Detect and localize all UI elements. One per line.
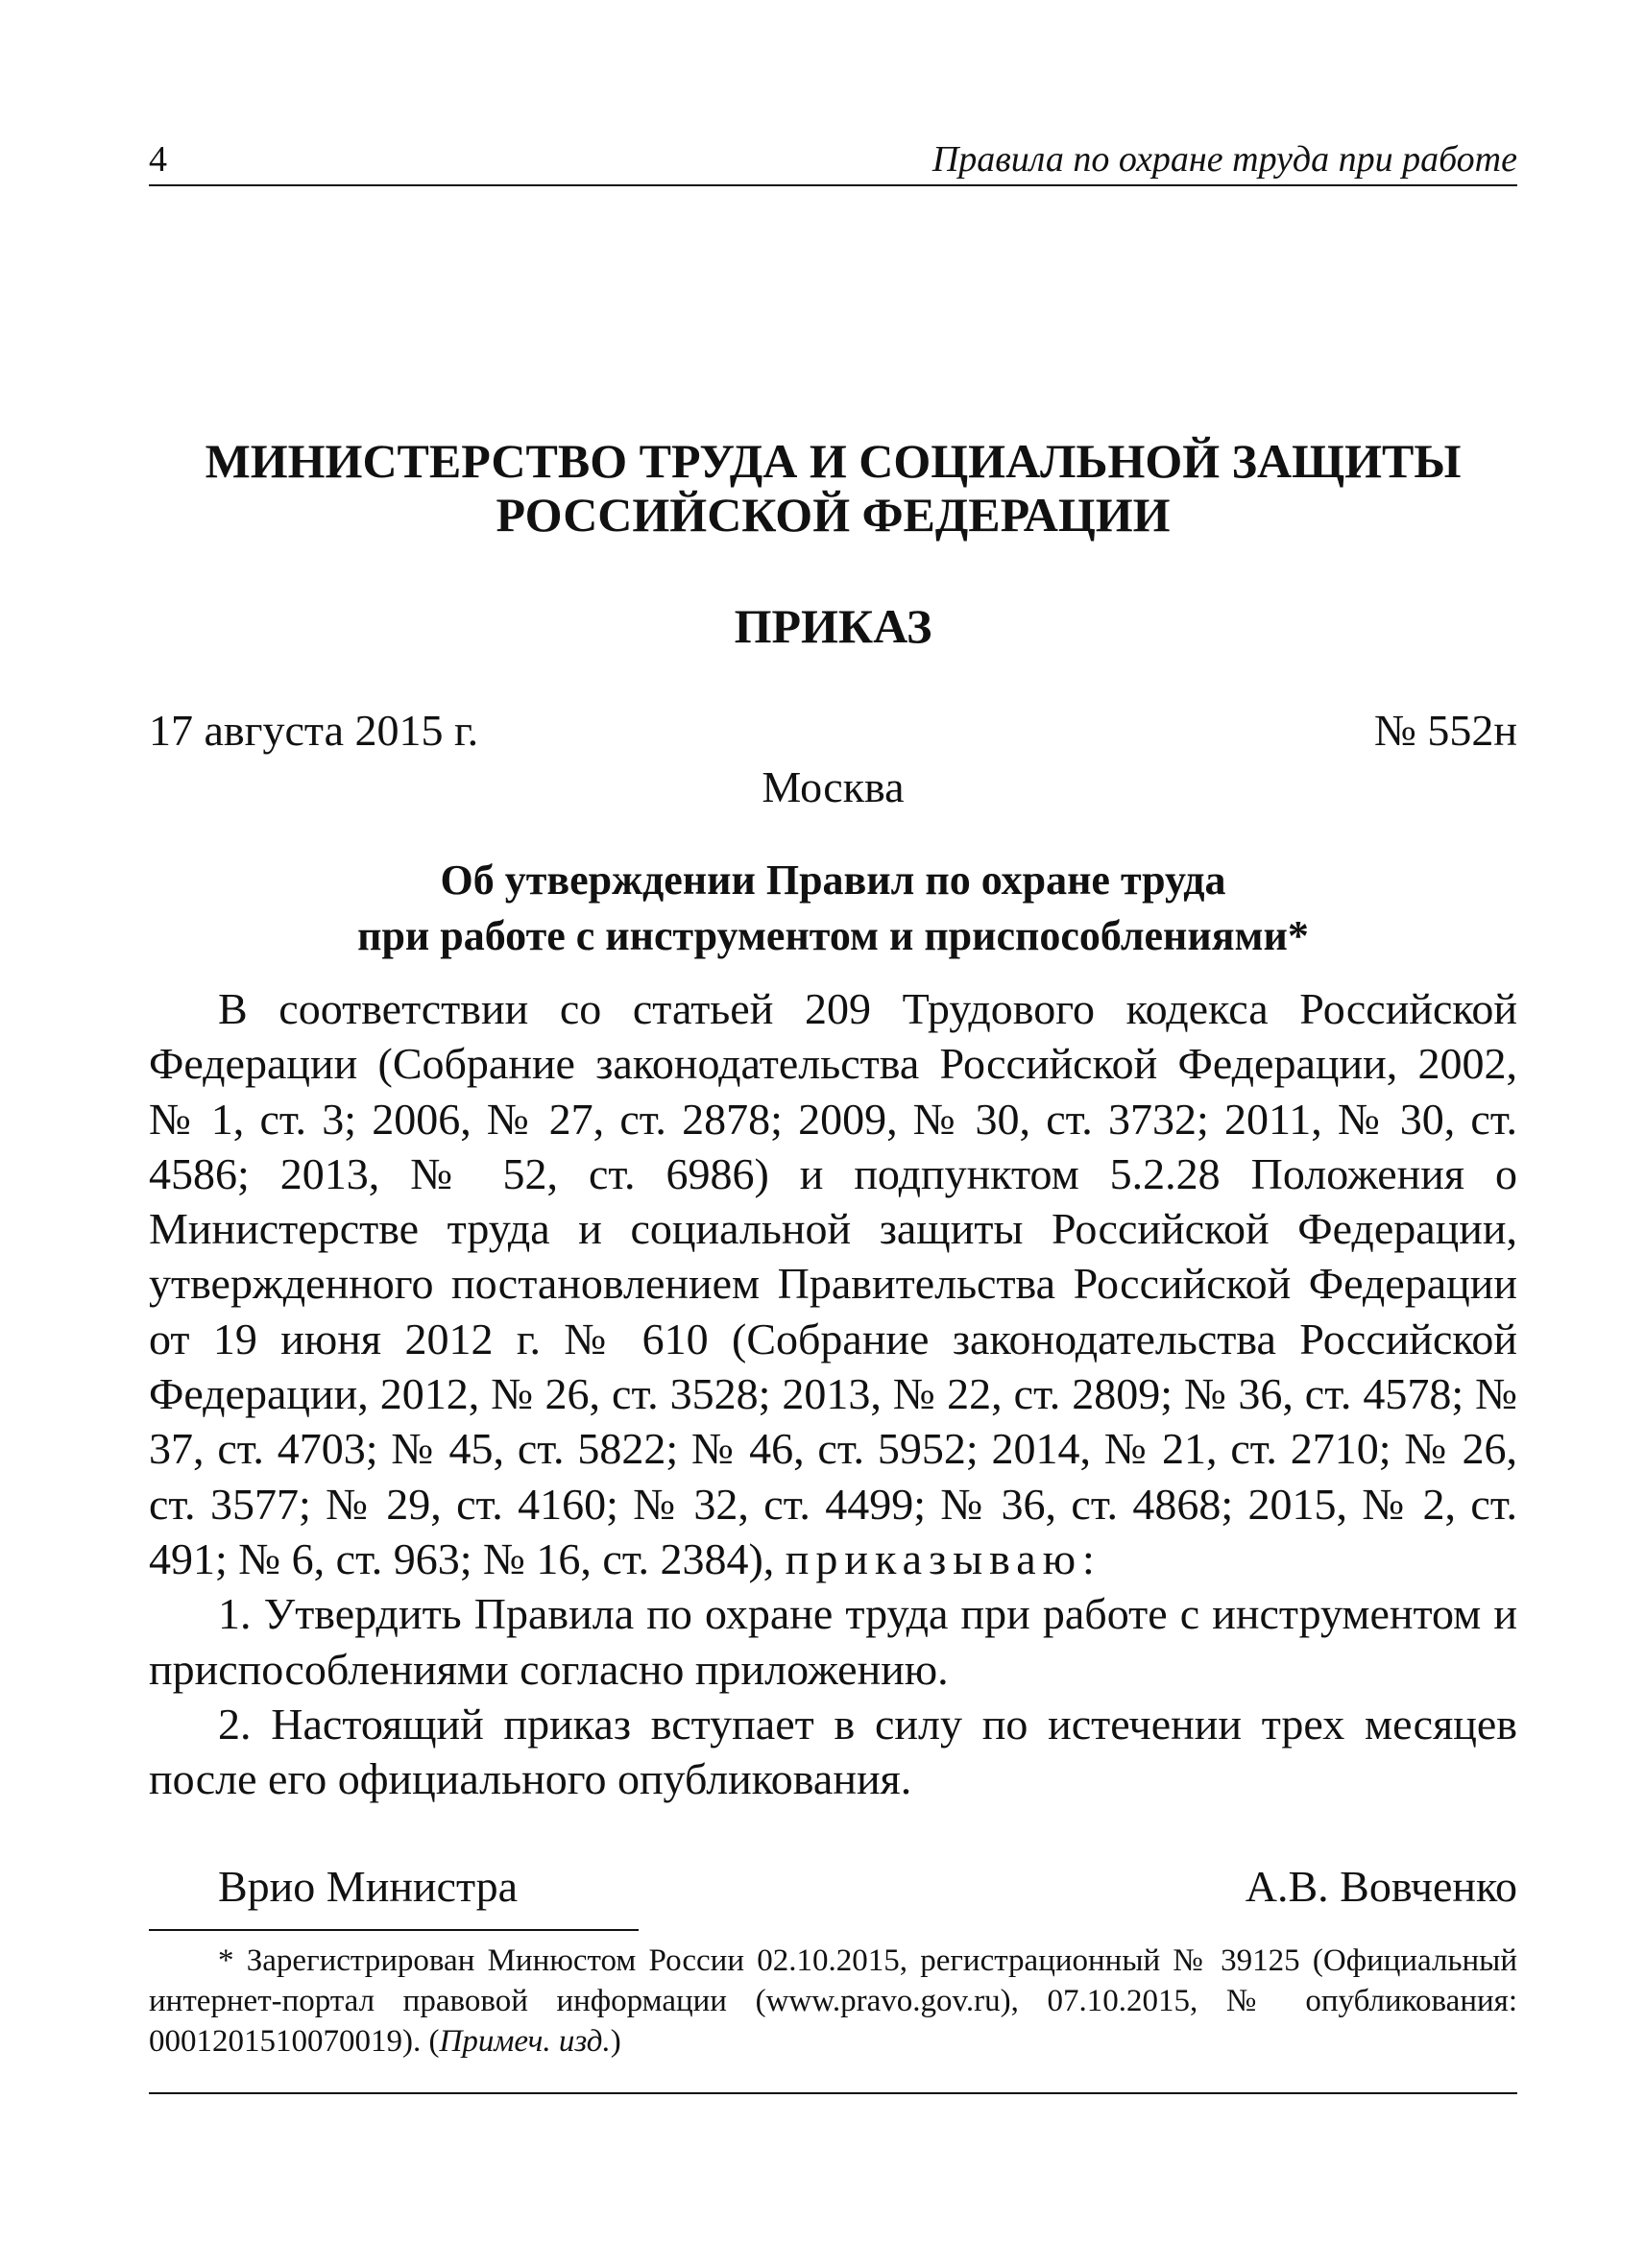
item-1: 1. Утвердить Правила по охране труда при работе с инструментом и приспособлениями согласно приложению. — [149, 1589, 1517, 1694]
item-2: 2. Настоящий приказ вступает в силу по истечении трех месяцев после его официального опубликования. — [149, 1699, 1517, 1804]
running-title: Правила по охране труда при работе — [931, 139, 1517, 180]
order-heading — [149, 853, 1517, 964]
footnote-note: Примеч. изд. — [439, 2024, 611, 2060]
order-city: Москва — [762, 762, 905, 811]
order-title: ПРИКАЗ — [734, 599, 932, 653]
page-content — [149, 125, 1517, 2094]
footnote — [149, 1941, 1517, 2062]
footnote-divider — [149, 1929, 639, 1931]
signature-block — [149, 1860, 1517, 1914]
heading-line-1: Об утверждении Правил по охране труда — [440, 857, 1226, 904]
date-number-row — [149, 705, 1517, 757]
order-verb: приказываю: — [785, 1533, 1101, 1583]
ministry-line-2: РОССИЙСКОЙ ФЕДЕРАЦИИ — [496, 488, 1171, 542]
footnote-note-open: ( — [428, 2024, 440, 2060]
order-number: № 552н — [1373, 706, 1517, 755]
bottom-divider — [149, 2092, 1517, 2094]
running-header — [149, 125, 1517, 186]
footnote-text: * Зарегистрирован Минюстом России 02.10.2015, регистрационный № 39125 (Официальный интернет-портал правовой информации (www.pravo.gov.ru), 07.10.2015, № опубликования: 0001201510070019). — [149, 1943, 1517, 2060]
preamble-text: В соответствии со статьей 209 Трудового кодекса Российской Федерации (Собрание законодательства Российской Федерации, 2002, № 1, ст. 3; 2006, № 27, ст. 2878; 2009, № 30, ст. 3732; 2011, № 30, ст. 4586; 2013, № 52, ст. 6986) и подпунктом 5.2.28 Положения о Министерстве труда и социальной защиты Российской Федерации, утвержденного постановлением Правительства Российской Федерации от 19 июня 2012 г. № 610 (Собрание законодательства Российской Федерации, 2012, № 26, ст. 3528; 2013, № 22, ст. 2809; № 36, ст. 4578; № 37, ст. 4703; № 45, ст. 5822; № 46, ст. 5952; 2014, № 21, ст. 2710; № 26, ст. 3577; № 29, ст. 4160; № 32, ст. 4499; № 36, ст. 4868; 2015, № 2, ст. 491; № 6, ст. 963; № 16, ст. 2384), — [149, 984, 1517, 1583]
footnote-note-close: ) — [610, 2024, 621, 2060]
signatory-position: Врио Министра — [218, 1862, 519, 1912]
order-date: 17 августа 2015 г. — [149, 706, 479, 755]
signatory-name: А.В. Вовченко — [1245, 1862, 1517, 1912]
order-body — [149, 981, 1517, 1806]
ministry-line-1: МИНИСТЕРСТВО ТРУДА И СОЦИАЛЬНОЙ ЗАЩИТЫ — [205, 434, 1462, 488]
preamble-paragraph — [149, 981, 1517, 1586]
ministry-name — [149, 434, 1517, 542]
heading-line-2: при работе с инструментом и приспособлениями* — [357, 912, 1309, 959]
page-number: 4 — [149, 139, 167, 180]
